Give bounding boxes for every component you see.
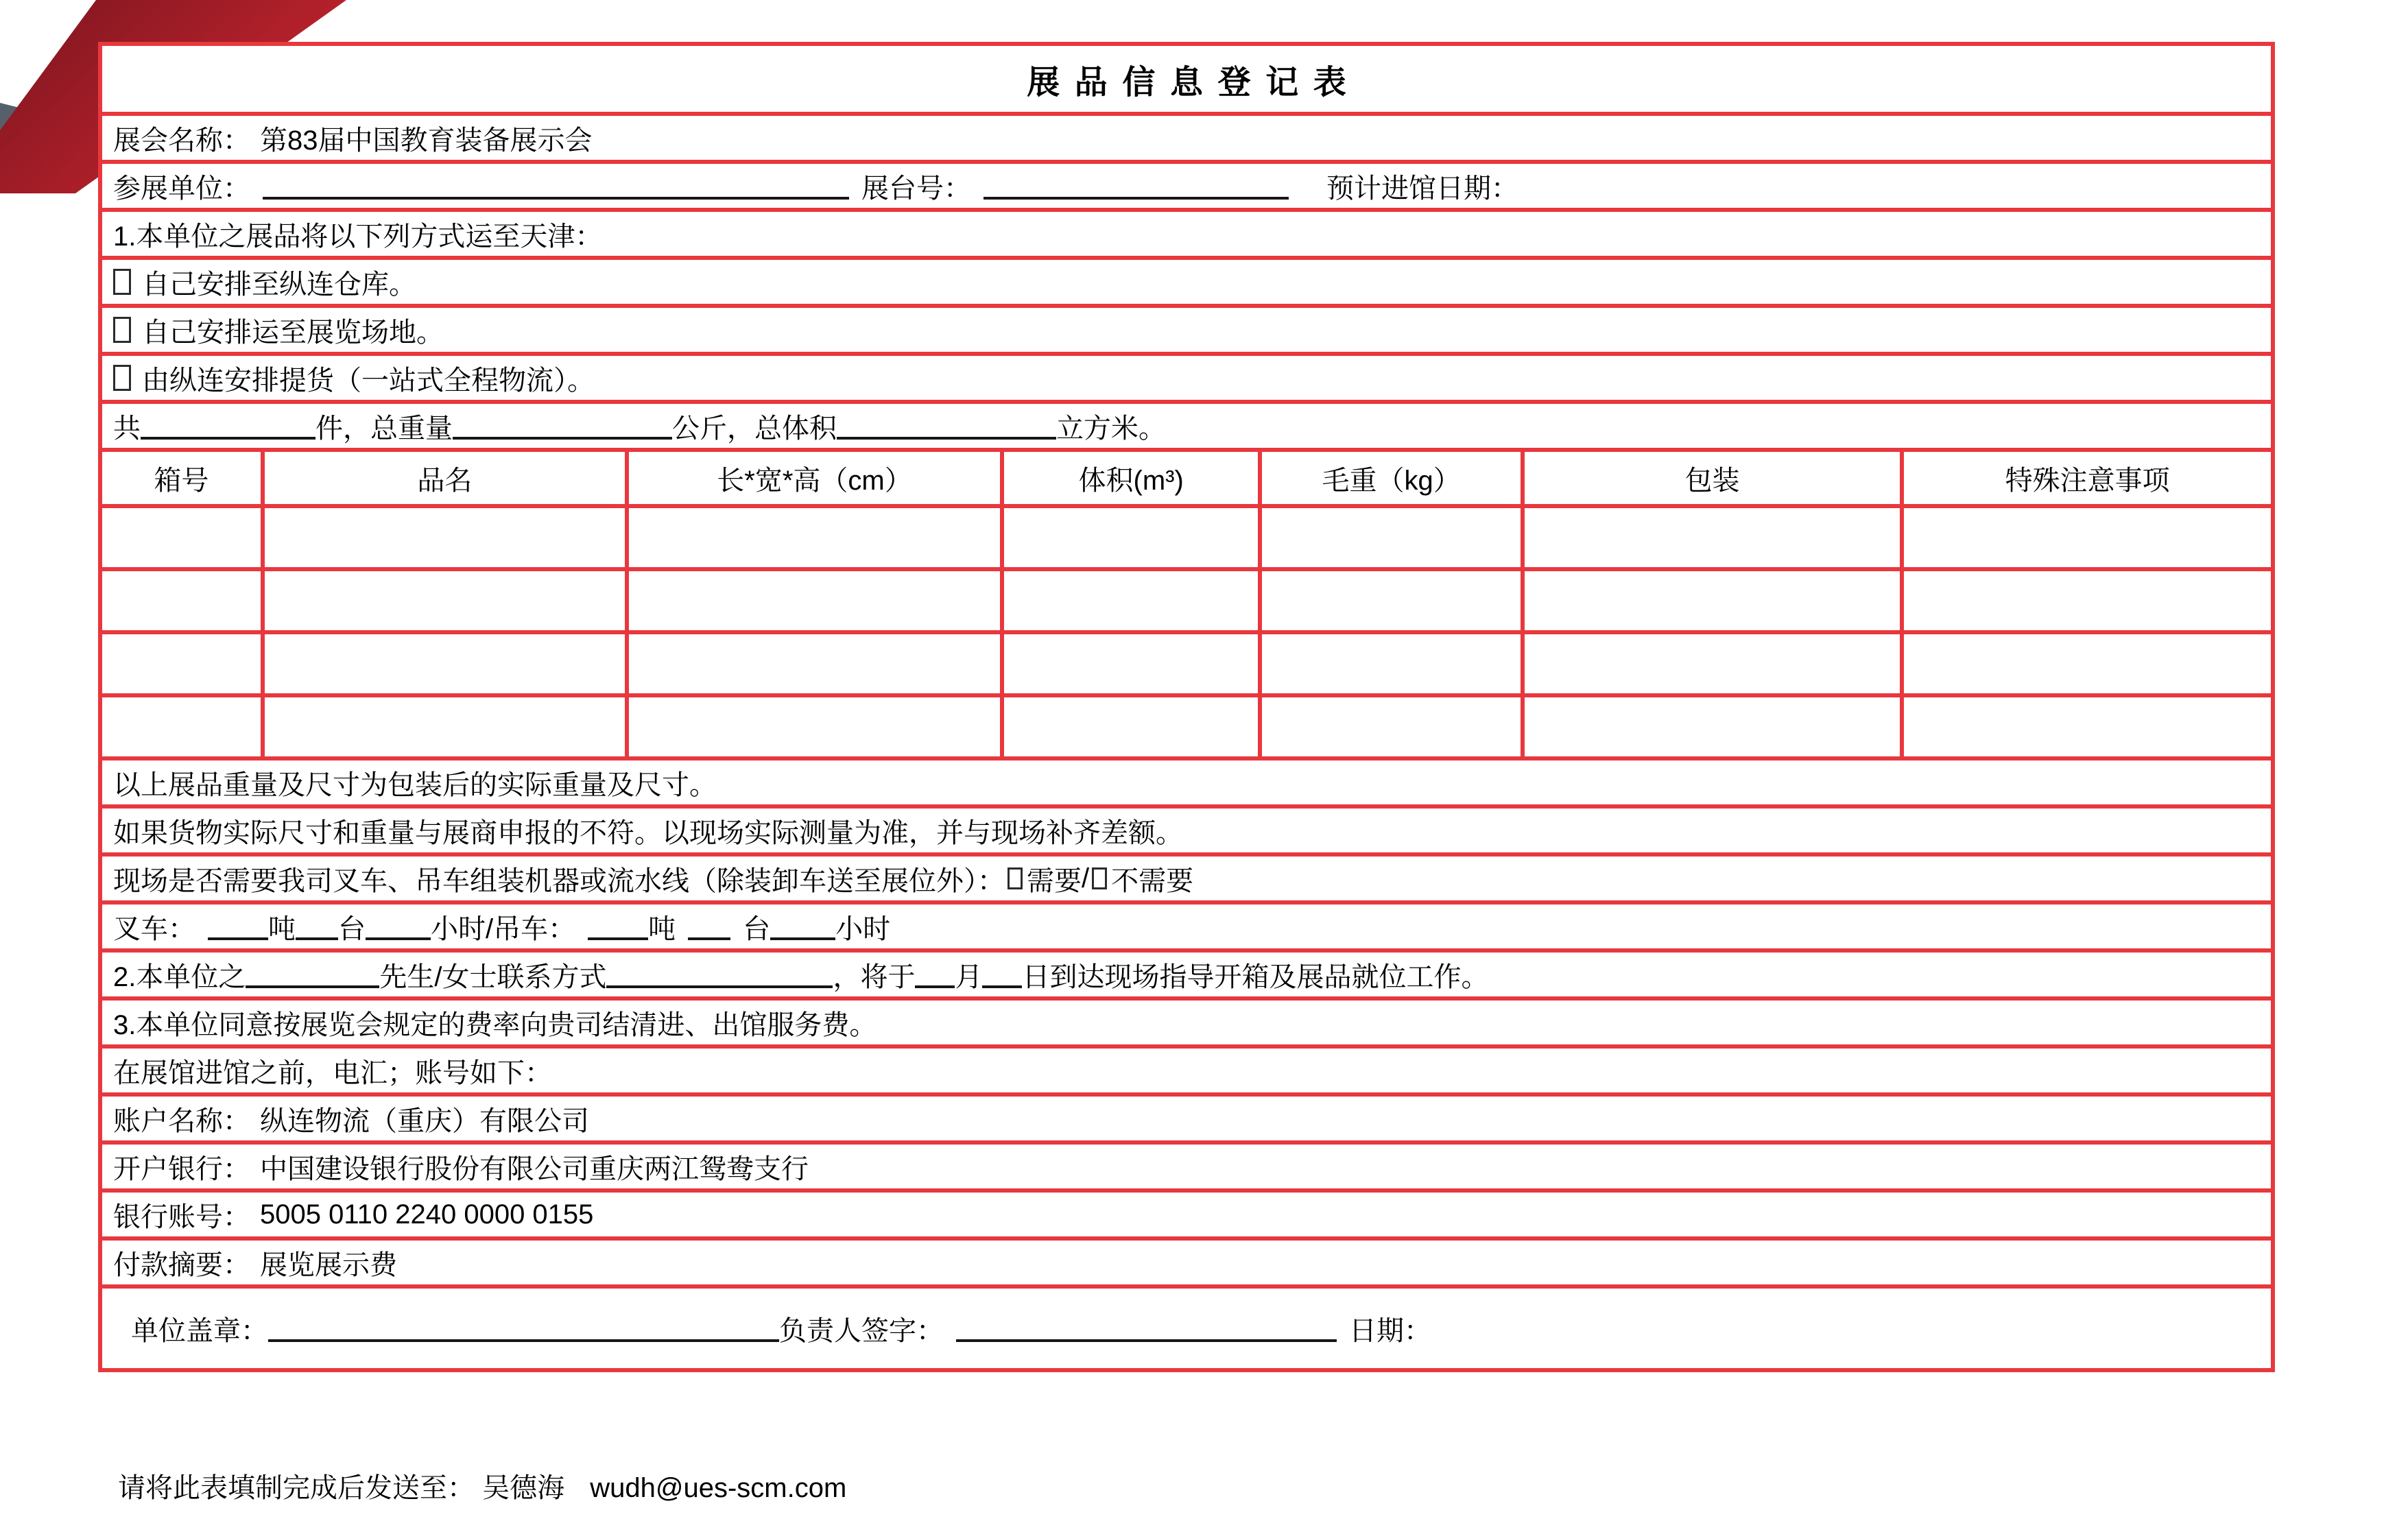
hours-crane-label: 小时/吊车： [431,913,576,944]
item-cell[interactable] [102,697,261,756]
bank-value: 中国建设银行股份有限公司重庆两江鸳鸯支行 [260,1153,809,1184]
crane-tons-blank[interactable] [588,913,648,940]
crane-units-blank[interactable] [688,913,730,940]
note-actual-size-row [102,756,2271,804]
form-title-row [102,46,2271,112]
arrival-date-label: 预计进馆日期： [1326,173,1518,204]
contact-phone-blank[interactable] [606,961,833,988]
contact-part3: ，将于 [833,961,916,992]
tons-label-1: 吨 [268,913,296,944]
item-cell[interactable] [1258,697,1521,756]
item-cell[interactable] [1000,508,1258,567]
page-title: 展品信息登记表 [1027,64,1361,101]
item-cell[interactable] [1258,634,1521,693]
crane-hours-blank[interactable] [770,913,835,940]
date-label: 日期： [1349,1315,1431,1346]
agreement-row [102,996,2271,1044]
header-cell-box-no: 箱号 [154,465,209,496]
account-number-value: 5005 0110 2240 0000 0155 [260,1199,594,1230]
forklift-crane-row [102,900,2271,948]
booth-blank-field[interactable] [984,172,1289,200]
exhibition-name-row [102,112,2271,160]
hours-label-2: 小时 [835,913,891,944]
items-table-row [102,693,2271,756]
forklift-tons-blank[interactable] [208,913,268,940]
item-cell[interactable] [1900,634,2271,693]
item-cell[interactable] [625,634,1000,693]
items-table [102,448,2271,756]
item-cell[interactable] [1521,571,1900,630]
contact-month-blank[interactable] [915,961,955,988]
item-cell[interactable] [261,508,625,567]
item-cell[interactable] [1521,697,1900,756]
item-cell[interactable] [1900,697,2271,756]
totals-part3: 公斤，总体积 [672,413,837,444]
items-table-row [102,630,2271,693]
item-cell[interactable] [625,508,1000,567]
contact-part5: 日到达现场指导开箱及展品就位工作。 [1022,961,1489,992]
item-cell[interactable] [102,571,261,630]
items-table-row [102,504,2271,567]
payment-intro-row [102,1044,2271,1092]
item-cell[interactable] [261,571,625,630]
footer-send-to-text: 请将此表填制完成后发送至： [118,1473,475,1503]
note-mismatch-text: 如果货物实际尺寸和重量与展商申报的不符。以现场实际测量为准，并与现场补齐差额。 [113,817,1183,848]
header-cell-gross-weight: 毛重（kg） [1258,452,1521,504]
header-cell-dimensions: 长*宽*高（cm） [625,452,1000,504]
item-cell[interactable] [1900,508,2271,567]
option1-label: 自己安排至纵连仓库。 [142,269,416,300]
contact-part1: 2.本单位之 [113,961,246,992]
exhibit-registration-form [98,42,2275,1372]
totals-row [102,400,2271,448]
option3-label: 由纵连安排提货（一站式全程物流）。 [142,365,595,396]
totals-part2: 件，总重量 [315,413,453,444]
company-stamp-label: 单位盖章： [131,1315,268,1346]
item-cell[interactable] [261,634,625,693]
header-cell-item-name: 品名 [261,452,625,504]
item-cell[interactable] [1000,571,1258,630]
header-cell-special-notes: 特殊注意事项 [1900,452,2271,504]
transport-option-row-3 [102,352,2271,400]
forklift-hours-blank[interactable] [366,913,431,940]
payment-summary-row [102,1236,2271,1284]
option3-checkbox[interactable] [113,365,131,391]
exhibitor-label: 参展单位： [113,173,250,204]
item-cell[interactable] [1000,634,1258,693]
payment-intro-text: 在展馆进馆之前，电汇；账号如下： [113,1057,552,1088]
item-cell[interactable] [625,571,1000,630]
note-mismatch-row [102,804,2271,852]
item-cell[interactable] [1258,571,1521,630]
units-label-1: 台 [338,913,366,944]
bank-row [102,1140,2271,1188]
payment-summary-label: 付款摘要： [113,1249,250,1280]
no-need-label: 不需要 [1111,865,1194,896]
item-cell[interactable] [1521,634,1900,693]
units-label-2: 台 [743,913,771,944]
contact-part4: 月 [955,961,983,992]
no-need-checkbox[interactable] [1092,867,1107,889]
header-cell-volume: 体积(m³) [1000,452,1258,504]
booth-label: 展台号： [861,173,971,204]
exhibition-name-label: 展会名称： [113,125,250,156]
item-cell[interactable] [1900,571,2271,630]
option2-checkbox[interactable] [113,317,131,343]
machinery-question-text: 现场是否需要我司叉车、吊车组装机器或流水线（除装卸车送至展位外）： [113,865,1005,896]
need-slash: / [1082,863,1090,894]
tons-label-2: 吨 [648,913,676,944]
footer-contact-name: 吴德海 [482,1473,565,1503]
option1-checkbox[interactable] [113,269,131,295]
bank-label: 开户银行： [113,1153,250,1184]
account-name-row [102,1092,2271,1140]
signer-label: 负责人签字： [779,1315,944,1346]
weight-blank-field[interactable] [453,412,672,440]
transport-option-row-2 [102,304,2271,352]
exhibition-name-value: 第83届中国教育装备展示会 [260,125,593,156]
note-actual-size-text: 以上展品重量及尺寸为包装后的实际重量及尺寸。 [113,769,717,800]
totals-part1: 共 [113,413,141,444]
items-table-row [102,567,2271,630]
footer-note [118,1466,846,1505]
totals-part4: 立方米。 [1056,413,1166,444]
item-cell[interactable] [1521,508,1900,567]
payment-summary-value: 展览展示费 [260,1249,397,1280]
account-number-row [102,1188,2271,1236]
footer-email: wudh@ues-scm.com [590,1473,847,1503]
signer-blank[interactable] [956,1315,1337,1342]
need-checkbox[interactable] [1008,867,1023,889]
signature-row [102,1284,2271,1368]
pieces-blank-field[interactable] [141,412,315,440]
contact-name-blank[interactable] [246,961,379,988]
forklift-label: 叉车： [113,913,195,944]
item-cell[interactable] [1258,508,1521,567]
account-name-label: 账户名称： [113,1105,250,1136]
contact-day-blank[interactable] [982,961,1022,988]
transport-option-row-1 [102,256,2271,304]
agreement-text: 3.本单位同意按展览会规定的费率向贵司结清进、出馆服务费。 [113,1009,877,1040]
account-number-label: 银行账号： [113,1201,250,1232]
option2-label: 自己安排运至展览场地。 [142,317,444,348]
items-table-header [102,452,2271,504]
need-label: 需要 [1027,865,1082,896]
exhibitor-row [102,160,2271,208]
header-cell-packing: 包装 [1521,452,1900,504]
volume-blank-field[interactable] [837,412,1056,440]
machinery-question-row [102,852,2271,900]
contact-part2: 先生/女士联系方式 [379,961,607,992]
item-cell[interactable] [102,508,261,567]
item-cell[interactable] [261,697,625,756]
exhibitor-blank-field[interactable] [263,172,849,200]
account-name-value: 纵连物流（重庆）有限公司 [260,1105,589,1136]
company-stamp-blank[interactable] [268,1315,779,1342]
transport-intro-text: 1.本单位之展品将以下列方式运至天津： [113,221,603,252]
item-cell[interactable] [625,697,1000,756]
contact-person-row [102,948,2271,996]
transport-intro-row [102,208,2271,256]
item-cell[interactable] [1000,697,1258,756]
forklift-units-blank[interactable] [296,913,338,940]
item-cell[interactable] [102,634,261,693]
